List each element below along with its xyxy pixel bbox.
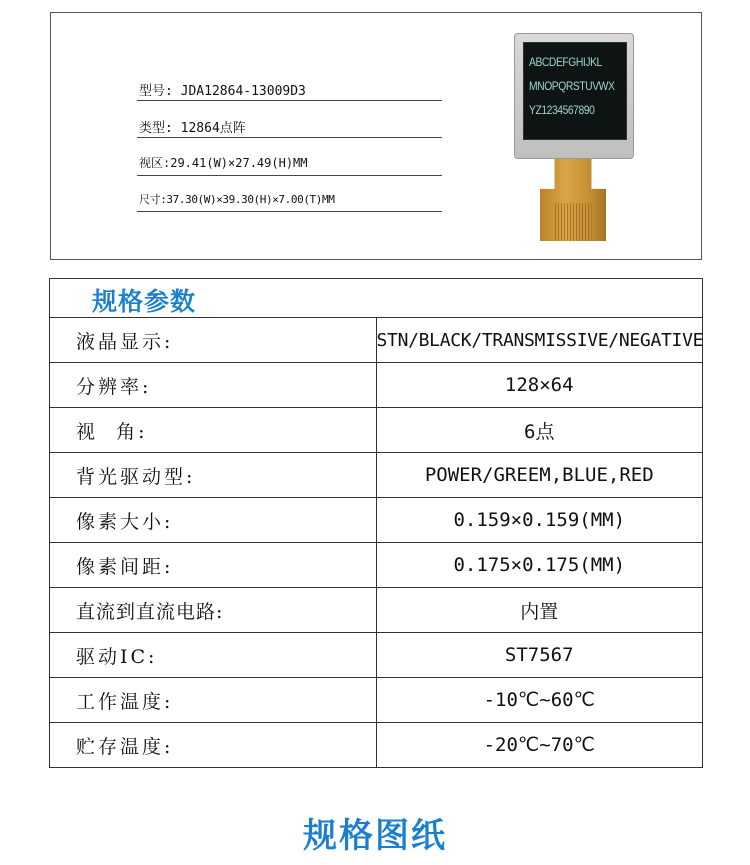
type-line: 类型: 12864点阵 — [139, 121, 246, 136]
spec-heading: 规格参数 — [92, 287, 197, 316]
product-panel — [50, 12, 702, 260]
divider — [137, 211, 442, 212]
spec-label: 工作温度: — [50, 678, 377, 723]
divider — [137, 137, 442, 138]
lcd-text-line: YZ1234567890 — [529, 103, 595, 117]
spec-label: 视 角: — [50, 408, 377, 453]
spec-value: ST7567 — [376, 633, 703, 678]
table-row — [50, 318, 703, 363]
table-row — [50, 363, 703, 408]
lcd-module-image — [514, 33, 634, 241]
spec-value: 0.159×0.159(MM) — [376, 498, 703, 543]
view-area-line: 视区:29.41(W)×27.49(H)MM — [139, 156, 308, 170]
spec-value: -10℃~60℃ — [376, 678, 703, 723]
lcd-text-line: ABCDEFGHIJKL — [529, 55, 602, 69]
table-row — [50, 588, 703, 633]
divider — [137, 175, 442, 176]
table-row — [50, 453, 703, 498]
spec-label: 分辨率: — [50, 363, 377, 408]
spec-label: 背光驱动型: — [50, 453, 377, 498]
spec-table — [49, 278, 703, 768]
spec-label: 像素间距: — [50, 543, 377, 588]
spec-label: 直流到直流电路: — [50, 588, 377, 633]
table-row — [50, 498, 703, 543]
drawing-section-title: 规格图纸 — [303, 816, 447, 856]
spec-value: -20℃~70℃ — [376, 723, 703, 768]
spec-label: 贮存温度: — [50, 723, 377, 768]
dimensions-line: 尺寸:37.30(W)×39.30(H)×7.00(T)MM — [139, 193, 335, 206]
spec-value: 0.175×0.175(MM) — [376, 543, 703, 588]
table-row — [50, 633, 703, 678]
table-row — [50, 543, 703, 588]
table-row — [50, 408, 703, 453]
divider — [137, 100, 442, 101]
spec-label: 像素大小: — [50, 498, 377, 543]
spec-label: 驱动IC: — [50, 633, 377, 678]
spec-value: 内置 — [376, 588, 703, 633]
spec-value: 6点 — [376, 408, 703, 453]
spec-heading-cell — [50, 279, 703, 318]
model-line: 型号: JDA12864-13009D3 — [139, 84, 306, 99]
spec-value: POWER/GREEM,BLUE,RED — [376, 453, 703, 498]
spec-label: 液晶显示: — [50, 318, 377, 363]
spec-value: 128×64 — [376, 363, 703, 408]
table-row — [50, 678, 703, 723]
table-row — [50, 723, 703, 768]
lcd-screen — [523, 42, 627, 140]
lcd-text-line: MNOPQRSTUVWX — [529, 79, 615, 93]
lcd-frame — [514, 33, 634, 159]
spec-value: STN/BLACK/TRANSMISSIVE/NEGATIVE — [376, 318, 703, 363]
